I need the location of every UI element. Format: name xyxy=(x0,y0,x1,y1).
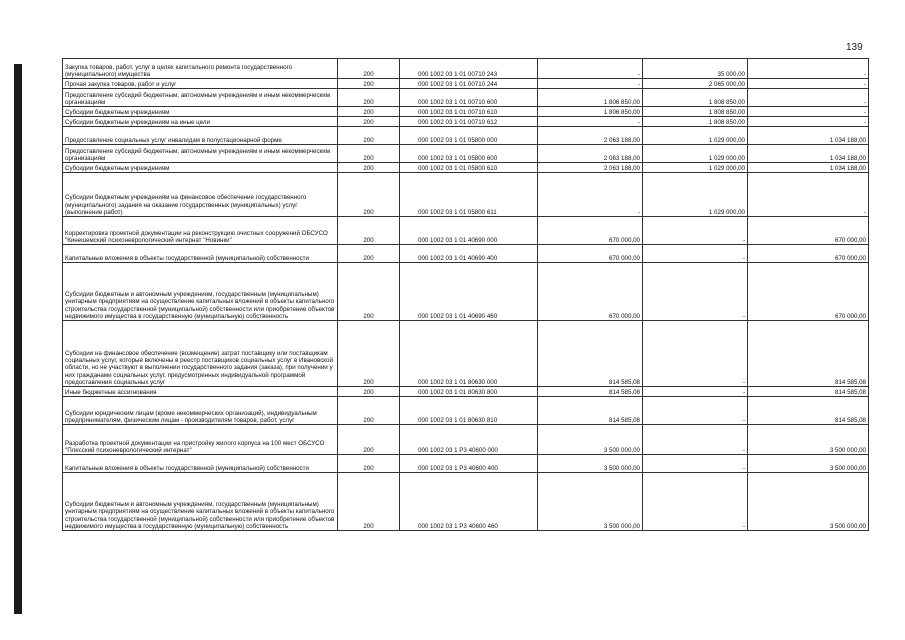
table-row xyxy=(63,145,869,163)
row-value1-cell: 814 585,08 xyxy=(538,397,643,425)
row-value1-cell: 1 806 850,00 xyxy=(538,107,643,117)
table-row xyxy=(63,473,869,531)
row-value3-cell: - xyxy=(748,59,869,79)
row-value1-cell: - xyxy=(538,59,643,79)
row-name-cell: Иные бюджетные ассигнования xyxy=(63,387,338,397)
row-code-cell: 200 xyxy=(338,455,400,473)
row-value1-cell: 2 063 188,00 xyxy=(538,127,643,145)
row-kbk-cell: 000 1002 03 1 01 05800 000 xyxy=(400,127,538,145)
row-value2-cell: 1 029 000,00 xyxy=(643,127,748,145)
row-value2-cell: - xyxy=(643,263,748,321)
row-kbk-cell: 000 1002 03 1 01 80630 810 xyxy=(400,397,538,425)
row-code-cell: 200 xyxy=(338,163,400,173)
table-body xyxy=(63,59,869,531)
row-kbk-cell: 000 1002 03 1 01 80630 800 xyxy=(400,387,538,397)
row-value3-cell: 670 000,00 xyxy=(748,245,869,263)
row-name-cell: Корректировка проектной документации на реконструкцию очистных сооружений ОБСУСО "Кинешемский психоневрологический интернат "Новинки" xyxy=(63,217,338,245)
row-kbk-cell: 000 1002 03 1 P3 40600 460 xyxy=(400,473,538,531)
row-name-cell: Субсидии бюджетным учреждениям xyxy=(63,107,338,117)
table-row xyxy=(63,425,869,455)
row-value3-cell: - xyxy=(748,79,869,89)
row-kbk-cell: 000 1002 03 1 P3 40600 400 xyxy=(400,455,538,473)
table-row xyxy=(63,321,869,387)
row-value2-cell: 1 029 000,00 xyxy=(643,163,748,173)
row-value3-cell: 814 585,08 xyxy=(748,387,869,397)
row-value3-cell: - xyxy=(748,117,869,127)
row-name-cell: Субсидии юридическим лицам (кроме некоммерческих организаций), индивидуальным предпринимателям, физическим лицам - производителям товаров, работ, услуг xyxy=(63,397,338,425)
row-value3-cell: 670 000,00 xyxy=(748,263,869,321)
row-value3-cell: 3 500 000,00 xyxy=(748,473,869,531)
row-value3-cell: 3 500 000,00 xyxy=(748,455,869,473)
row-code-cell: 200 xyxy=(338,59,400,79)
row-value3-cell: 1 034 188,00 xyxy=(748,127,869,145)
row-kbk-cell: 000 1002 03 1 01 05800 611 xyxy=(400,173,538,217)
row-code-cell: 200 xyxy=(338,145,400,163)
row-code-cell: 200 xyxy=(338,79,400,89)
row-kbk-cell: 000 1002 03 1 01 80630 000 xyxy=(400,321,538,387)
row-code-cell: 200 xyxy=(338,89,400,107)
row-value2-cell: 1 029 000,00 xyxy=(643,145,748,163)
row-code-cell: 200 xyxy=(338,117,400,127)
row-value2-cell: 1 029 000,00 xyxy=(643,173,748,217)
row-code-cell: 200 xyxy=(338,425,400,455)
row-value3-cell: 1 034 188,00 xyxy=(748,145,869,163)
row-kbk-cell: 000 1002 03 1 01 00710 600 xyxy=(400,89,538,107)
row-kbk-cell: 000 1002 03 1 01 00710 612 xyxy=(400,117,538,127)
row-value1-cell: - xyxy=(538,117,643,127)
row-kbk-cell: 000 1002 03 1 01 05800 600 xyxy=(400,145,538,163)
row-value1-cell: 670 000,00 xyxy=(538,263,643,321)
row-name-cell: Предоставление субсидий бюджетным, автономным учреждениям и иным некоммерческим организациям xyxy=(63,89,338,107)
row-code-cell: 200 xyxy=(338,217,400,245)
row-value1-cell: 814 585,08 xyxy=(538,387,643,397)
row-name-cell: Предоставление социальных услуг инвалидам в полустационарной форме xyxy=(63,127,338,145)
row-kbk-cell: 000 1002 03 1 01 00710 610 xyxy=(400,107,538,117)
row-value1-cell: - xyxy=(538,173,643,217)
row-value3-cell: 814 585,08 xyxy=(748,397,869,425)
row-code-cell: 200 xyxy=(338,387,400,397)
row-name-cell: Субсидии на финансовое обеспечение (возмещение) затрат поставщику или поставщикам социальных услуг, которые включены в реестр поставщиков социальных услуг в Ивановской области, но не участвуют в выполнении государственного задания (заказа), при получении у них гражданами социальных услуг, предусмотренных индивидуальной программой предоставления социальных услуг xyxy=(63,321,338,387)
row-value2-cell: 1 808 850,00 xyxy=(643,107,748,117)
table-row xyxy=(63,117,869,127)
row-code-cell: 200 xyxy=(338,397,400,425)
row-code-cell: 200 xyxy=(338,473,400,531)
table-row xyxy=(63,173,869,217)
row-name-cell: Субсидии бюджетным учреждениям на финансовое обеспечение государственного (муниципального) задания на оказание государственных (муниципальных) услуг (выполнение работ) xyxy=(63,173,338,217)
row-kbk-cell: 000 1002 03 1 01 40690 000 xyxy=(400,217,538,245)
row-value2-cell: - xyxy=(643,455,748,473)
row-value1-cell: - xyxy=(538,79,643,89)
row-name-cell: Закупка товаров, работ, услуг в целях капитального ремонта государственного (муниципального) имущества xyxy=(63,59,338,79)
row-value2-cell: 2 065 000,00 xyxy=(643,79,748,89)
row-value3-cell: 814 585,08 xyxy=(748,321,869,387)
table-row xyxy=(63,127,869,145)
row-value1-cell: 3 500 000,00 xyxy=(538,455,643,473)
row-name-cell: Субсидии бюджетным и автономным учреждениям, государственным (муниципальным) унитарным предприятиям на осуществление капитальных вложений в объекты капитального строительства государственной (муниципальной) собственности или приобретение объектов недвижимого имущества в государственную (муниципальную) собственность xyxy=(63,473,338,531)
row-name-cell: Субсидии бюджетным учреждениям xyxy=(63,163,338,173)
row-value2-cell: - xyxy=(643,387,748,397)
row-value2-cell: 1 808 850,00 xyxy=(643,117,748,127)
row-code-cell: 200 xyxy=(338,173,400,217)
table-row xyxy=(63,397,869,425)
row-value1-cell: 3 500 000,00 xyxy=(538,473,643,531)
table-row xyxy=(63,263,869,321)
row-value3-cell: - xyxy=(748,173,869,217)
row-value1-cell: 3 500 000,00 xyxy=(538,425,643,455)
row-value2-cell: - xyxy=(643,397,748,425)
row-code-cell: 200 xyxy=(338,107,400,117)
row-name-cell: Предоставление субсидий бюджетным, автономным учреждениям и иным некоммерческим организациям xyxy=(63,145,338,163)
page-number: 139 xyxy=(846,42,863,53)
row-name-cell: Субсидии бюджетным и автономным учреждениям, государственным (муниципальным) унитарным предприятиям на осуществление капитальных вложений в объекты капитального строительства государственной (муниципальной) собственности или приобретение объектов недвижимого имущества в государственную (муниципальную) собственность xyxy=(63,263,338,321)
row-value2-cell: - xyxy=(643,321,748,387)
table-row xyxy=(63,107,869,117)
table-row xyxy=(63,59,869,79)
row-value3-cell: 1 034 188,00 xyxy=(748,163,869,173)
row-value1-cell: 670 000,00 xyxy=(538,245,643,263)
row-code-cell: 200 xyxy=(338,263,400,321)
row-kbk-cell: 000 1002 03 1 01 40690 460 xyxy=(400,263,538,321)
row-kbk-cell: 000 1002 03 1 01 00710 244 xyxy=(400,79,538,89)
row-value2-cell: - xyxy=(643,425,748,455)
row-kbk-cell: 000 1002 03 1 01 40690 400 xyxy=(400,245,538,263)
row-code-cell: 200 xyxy=(338,245,400,263)
table-row xyxy=(63,79,869,89)
row-value1-cell: 814 585,08 xyxy=(538,321,643,387)
row-value1-cell: 1 806 850,00 xyxy=(538,89,643,107)
row-value1-cell: 2 063 188,00 xyxy=(538,145,643,163)
row-value2-cell: - xyxy=(643,217,748,245)
table-row xyxy=(63,217,869,245)
row-name-cell: Капитальные вложения в объекты государственной (муниципальной) собственности xyxy=(63,455,338,473)
row-value3-cell: - xyxy=(748,89,869,107)
table-row xyxy=(63,163,869,173)
row-value3-cell: - xyxy=(748,107,869,117)
row-name-cell: Капитальные вложения в объекты государственной (муниципальной) собственности xyxy=(63,245,338,263)
row-value3-cell: 670 000,00 xyxy=(748,217,869,245)
row-value1-cell: 2 063 188,00 xyxy=(538,163,643,173)
row-kbk-cell: 000 1002 03 1 P3 40600 000 xyxy=(400,425,538,455)
table-row xyxy=(63,89,869,107)
table-row xyxy=(63,387,869,397)
row-code-cell: 200 xyxy=(338,127,400,145)
budget-table xyxy=(62,58,869,531)
row-value2-cell: 1 808 850,00 xyxy=(643,89,748,107)
row-value2-cell: - xyxy=(643,245,748,263)
row-value2-cell: - xyxy=(643,473,748,531)
row-code-cell: 200 xyxy=(338,321,400,387)
row-kbk-cell: 000 1002 03 1 01 00710 243 xyxy=(400,59,538,79)
row-value3-cell: 3 500 000,00 xyxy=(748,425,869,455)
scan-edge-shadow xyxy=(14,64,22,614)
row-value1-cell: 670 000,00 xyxy=(538,217,643,245)
row-name-cell: Субсидии бюджетным учреждениям на иные цели xyxy=(63,117,338,127)
row-name-cell: Прочая закупка товаров, работ и услуг xyxy=(63,79,338,89)
row-kbk-cell: 000 1002 03 1 01 05800 610 xyxy=(400,163,538,173)
table-row xyxy=(63,245,869,263)
table-row xyxy=(63,455,869,473)
row-value2-cell: 35 000,00 xyxy=(643,59,748,79)
row-name-cell: Разработка проектной документации на пристройку жилого корпуса на 100 мест ОБСУСО "Плесский психоневрологический интернат" xyxy=(63,425,338,455)
